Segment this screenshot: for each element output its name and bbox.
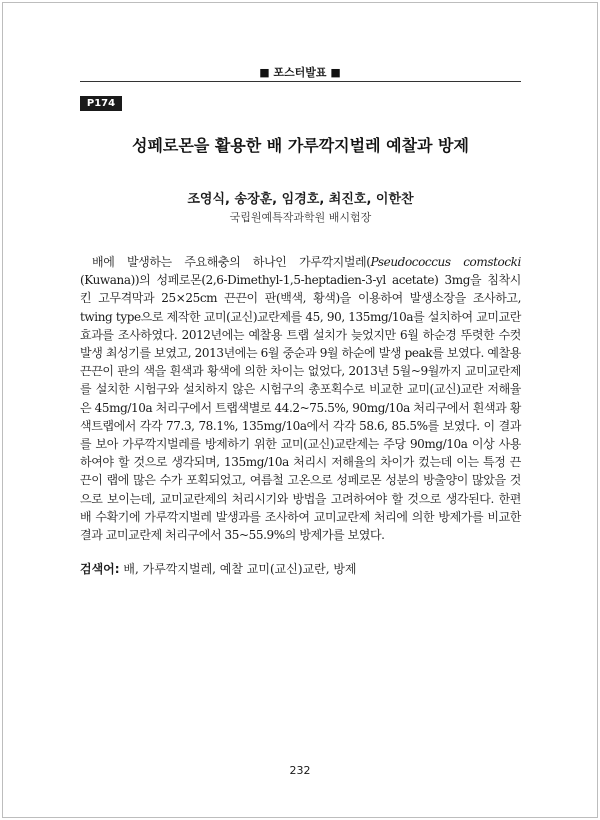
species-name: Pseudococcus comstocki [370, 255, 521, 269]
keywords [80, 560, 521, 578]
abstract-text-start: 배에 발생하는 주요해충의 하나인 가루깍지벌레( [92, 255, 371, 269]
page-number: 232 [289, 764, 311, 777]
author-list: 조영식, 송장훈, 임경호, 최진호, 이한찬 [187, 192, 414, 207]
abstract-body [80, 253, 521, 544]
header-rule [80, 81, 521, 82]
keywords-text: 배, 가루깍지벌레, 예찰 교미(교신)교란, 방제 [119, 562, 357, 576]
abstract-text-rest: (Kuwana))의 성페로몬(2,6-Dimethyl-1,5-heptadien-3-yl acetate) 3mg을 침착시킨 고무격막과 25×25cm 끈끈이 판(백색, 황색)을 이용하여 발생소장을 조사하고, twing type으로 제작한 교미(교신)교란제를 45, 90, 135mg/10a를 설치하여 교미교란 효과를 조사하였다. 2012년에는 예찰용 트랩 설치가 늦었지만 6월 하순경 뚜렷한 수컷 발생 최성기를 보였고, 2013년에는 6월 중순과 9월 하순에 발생 peak를 보였다. 예찰용 끈끈이 판의 색을 흰색과 황색에 의한 차이는 없었다, 2013년 5월~9월까지 교미교란제를 설치한 시험구와 설치하지 않은 시험구의 총포획수로 비교한 교미(교신)교란 저해율은 45mg/10a 처리구에서 트랩색별로 44.2~75.5%, 90mg/10a 처리구에서 흰색과 황색트랩에서 각각 77.3, 78.1%, 135mg/10a에서 각각 58.6, 85.5%를 보였다. 이 결과를 보아 가루깍지벌레를 방제하기 위한 교미(교신)교란제는 주당 90mg/10a 이상 사용하여야 할 것으로 생각되며, 135mg/10a 처리시 저해율의 차이가 컸는데 이는 특정 끈끈이 랩에 많은 수가 포획되었고, 여름철 고온으로 성페로몬 성분의 방출양이 많았을 것으로 보이는데, 교미교란제의 처리시기와 방법을 고려하여야 할 것으로 생각된다. 한편 배 수확기에 가루깍지벌레 발생과를 조사하여 교미교란제 처리에 의한 방제가를 비교한 결과 교미교란제 처리구에서 35~55.9%의 방제가를 보였다. [80, 273, 521, 543]
affiliation: 국립원예특작과학원 배시험장 [229, 211, 372, 224]
poster-id-badge: P174 [80, 96, 122, 111]
keywords-label: 검색어: [80, 562, 120, 576]
paper-title: 성페로몬을 활용한 배 가루깍지벌레 예찰과 방제 [132, 136, 469, 155]
section-header: ■ 포스터발표 ■ [259, 66, 341, 79]
